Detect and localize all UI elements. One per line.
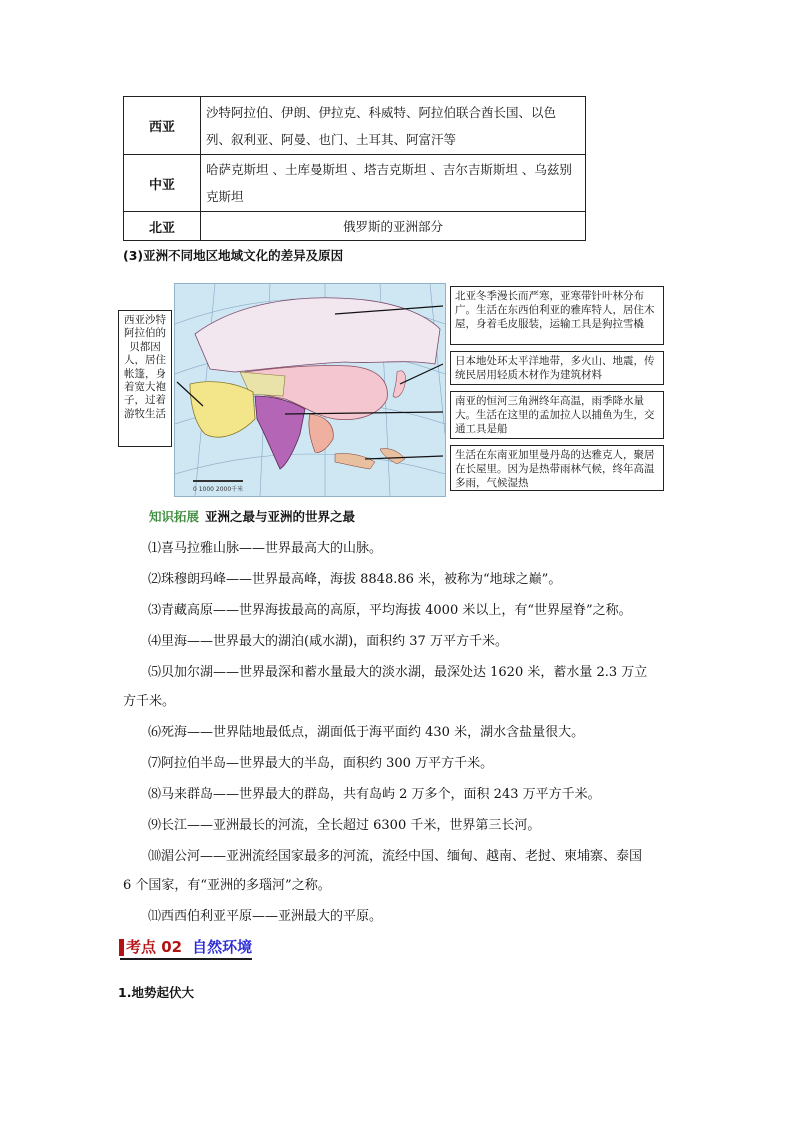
region-name: 中亚 [124,155,201,212]
list-item: ⑵珠穆朗玛峰——世界最高峰，海拔 8848.86 米，被称为“地球之巅”。 [148,572,562,587]
table-row [124,97,586,155]
callout-southeast-asia: 生活在东南亚加里曼丹岛的达雅克人，聚居在长屋里。因为是热带雨林气候，终年高温多雨，气候湿热 [450,445,664,491]
section-header [120,936,252,960]
list-item: ⑸贝加尔湖——世界最深和蓄水量最大的淡水湖，最深处达 1620 米，蓄水量 2.3 万立方千米。 [123,665,648,709]
asia-culture-figure [118,283,664,495]
list-item: ⑹死海——世界陆地最低点，湖面低于海平面约 430 米，湖水含盐量很大。 [148,725,585,740]
table-row [124,155,586,212]
region-name: 西亚 [124,97,201,155]
extension-title: 亚洲之最与亚洲的世界之最 [205,509,356,524]
list-item: ⑼长江——亚洲最长的河流，全长超过 6300 千米，世界第三长河。 [148,818,541,833]
list-item: ⑻马来群岛——世界最大的群岛，共有岛屿 2 万多个，面积 243 万平方千米。 [148,787,601,802]
extension-tag: 知识拓展 [149,509,200,524]
list-item: ⑽湄公河——亚洲流经国家最多的河流，流经中国、缅甸、越南、老挝、柬埔寨、泰国 6 个国家，有“亚洲的多瑙河”之称。 [123,849,643,893]
map-image [175,284,445,496]
region-table [123,96,586,241]
section-number: 考点 02 [126,938,183,956]
section-title: 自然环境 [192,938,253,956]
list-item: ⑾西西伯利亚平原——亚洲最大的平原。 [148,909,383,924]
list-item: ⑺阿拉伯半岛—世界最大的半岛，面积约 300 万平方千米。 [148,756,494,771]
callout-japan: 日本地处环太平洋地带，多火山、地震，传统民居用轻质木材作为建筑材料 [450,351,664,385]
list-item: ⑴喜马拉雅山脉——世界最高大的山脉。 [148,541,383,556]
extension-heading [149,507,355,525]
callout-south-asia: 南亚的恒河三角洲终年高温，雨季降水量大。生活在这里的孟加拉人以捕鱼为生，交通工具是船 [450,391,664,439]
callout-west-asia: 西亚沙特阿拉伯的贝都因人，居住帐篷，身着宽大袍子，过着游牧生活 [118,310,172,447]
subsection-heading: 1.地势起伏大 [118,985,194,1000]
region-countries: 哈萨克斯坦 、土库曼斯坦 、塔吉克斯坦 、吉尔吉斯斯坦 、乌兹别克斯坦 [201,155,586,212]
region-countries: 沙特阿拉伯、伊朗、伊拉克、科威特、阿拉伯联合酋长国、以色列、叙利亚、阿曼、也门、土耳其、阿富汗等 [201,97,586,155]
table-row [124,212,586,241]
region-countries: 俄罗斯的亚洲部分 [201,212,586,241]
section-marker [119,939,124,956]
callout-north-asia: 北亚冬季漫长而严寒，亚寒带针叶林分布广。生活在东西伯利亚的雅库特人，居住木屋，身着毛皮服装，运输工具是狗拉雪橇 [450,286,664,345]
asia-map [174,283,446,497]
scale-label: 0 1000 2000千米 [193,486,244,493]
list-item: ⑶青藏高原——世界海拔最高的高原，平均海拔 4000 米以上，有“世界屋脊”之称。 [148,603,632,618]
subheading: (3)亚洲不同地区地域文化的差异及原因 [123,248,344,263]
region-name: 北亚 [124,212,201,241]
list-item: ⑷里海——世界最大的湖泊(咸水湖)，面积约 37 万平方千米。 [148,634,508,649]
